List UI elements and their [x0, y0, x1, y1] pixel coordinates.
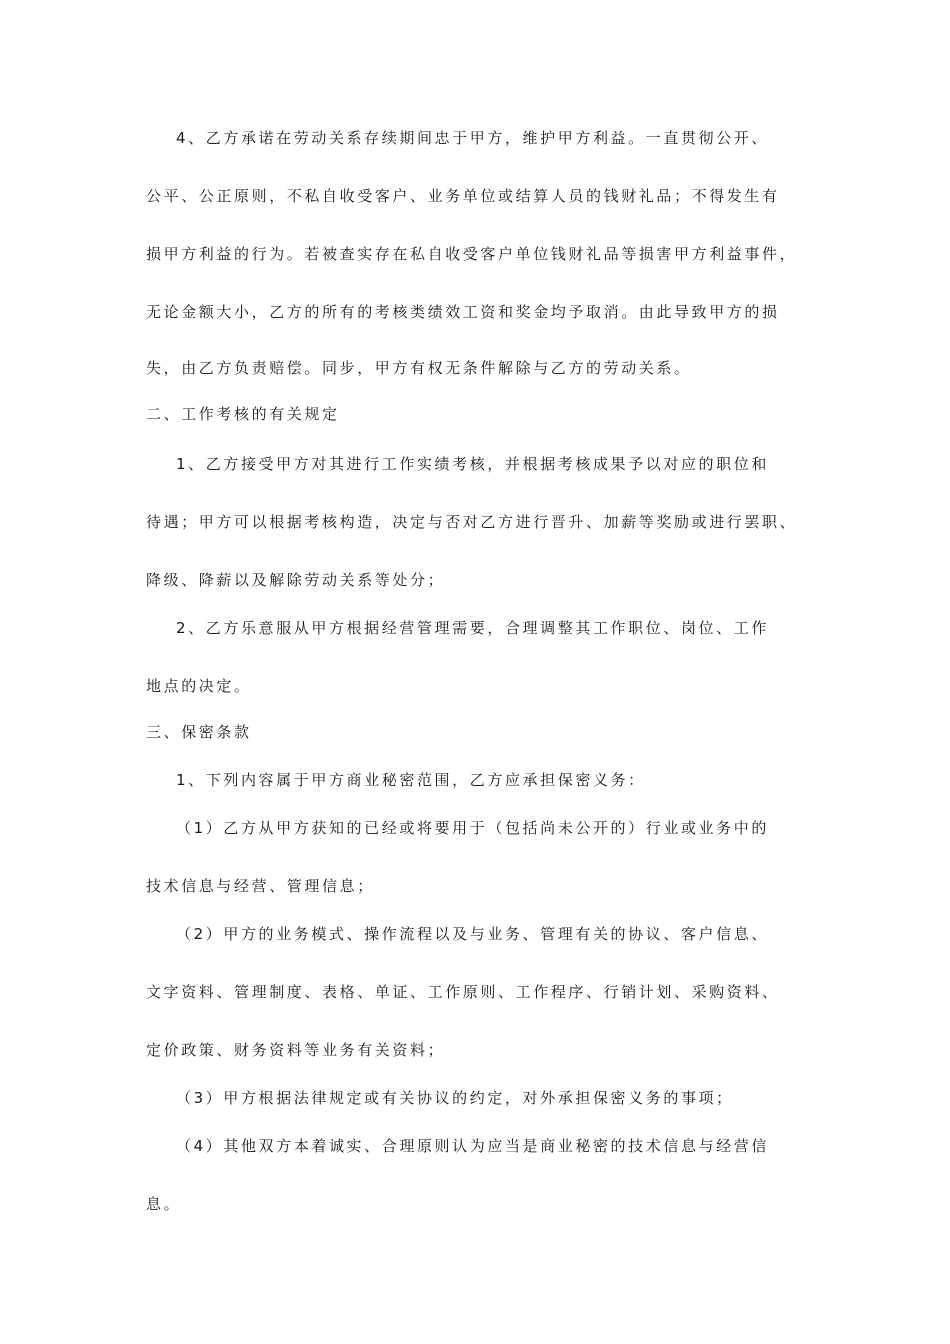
assessment-clause-2-line-2: 地点的决定。 [146, 677, 252, 695]
assessment-clause-2-line-1: 2、乙方乐意服从甲方根据经营管理需要，合理调整其工作职位、岗位、工作 [176, 619, 769, 637]
confidentiality-item-2-line-2: 文字资料、管理制度、表格、单证、工作原则、工作程序、行销计划、采购资料、 [146, 983, 780, 1001]
confidentiality-item-2-line-1: （2）甲方的业务模式、操作流程以及与业务、管理有关的协议、客户信息、 [176, 925, 769, 943]
clause-4-line-4: 无论金额大小，乙方的所有的考核类绩效工资和奖金均予取消。由此导致甲方的损 [146, 303, 780, 321]
confidentiality-item-1-line-2: 技术信息与经营、管理信息； [146, 877, 375, 895]
confidentiality-item-1-line-1: （1）乙方从甲方获知的已经或将要用于（包括尚未公开的）行业或业务中的 [176, 819, 769, 837]
clause-4-line-5: 失，由乙方负责赔偿。同步，甲方有权无条件解除与乙方的劳动关系。 [146, 359, 692, 377]
confidentiality-item-4-line-2: 息。 [146, 1195, 182, 1213]
section-heading-confidentiality: 三、保密条款 [146, 723, 252, 741]
section-heading-work-assessment: 二、工作考核的有关规定 [146, 405, 340, 423]
assessment-clause-1-line-2: 待遇；甲方可以根据考核构造，决定与否对乙方进行晋升、加薪等奖励或进行罢职、 [146, 513, 798, 531]
confidentiality-item-4-line-1: （4）其他双方本着诚实、合理原则认为应当是商业秘密的技术信息与经营信 [176, 1137, 769, 1155]
confidentiality-item-3: （3）甲方根据法律规定或有关协议的约定，对外承担保密义务的事项； [176, 1089, 734, 1107]
confidentiality-item-2-line-3: 定价政策、财务资料等业务有关资料； [146, 1041, 446, 1059]
clause-4-line-1: 4、乙方承诺在劳动关系存续期间忠于甲方，维护甲方利益。一直贯彻公开、 [176, 129, 769, 147]
clause-4-line-3: 损甲方利益的行为。若被查实存在私自收受客户单位钱财礼品等损害甲方利益事件， [146, 245, 798, 263]
assessment-clause-1-line-1: 1、乙方接受甲方对其进行工作实绩考核，并根据考核成果予以对应的职位和 [176, 455, 769, 473]
assessment-clause-1-line-3: 降级、降薪以及解除劳动关系等处分； [146, 571, 446, 589]
clause-4-line-2: 公平、公正原则，不私自收受客户、业务单位或结算人员的钱财礼品；不得发生有 [146, 187, 780, 205]
confidentiality-clause-1: 1、下列内容属于甲方商业秘密范围，乙方应承担保密义务： [176, 771, 646, 789]
